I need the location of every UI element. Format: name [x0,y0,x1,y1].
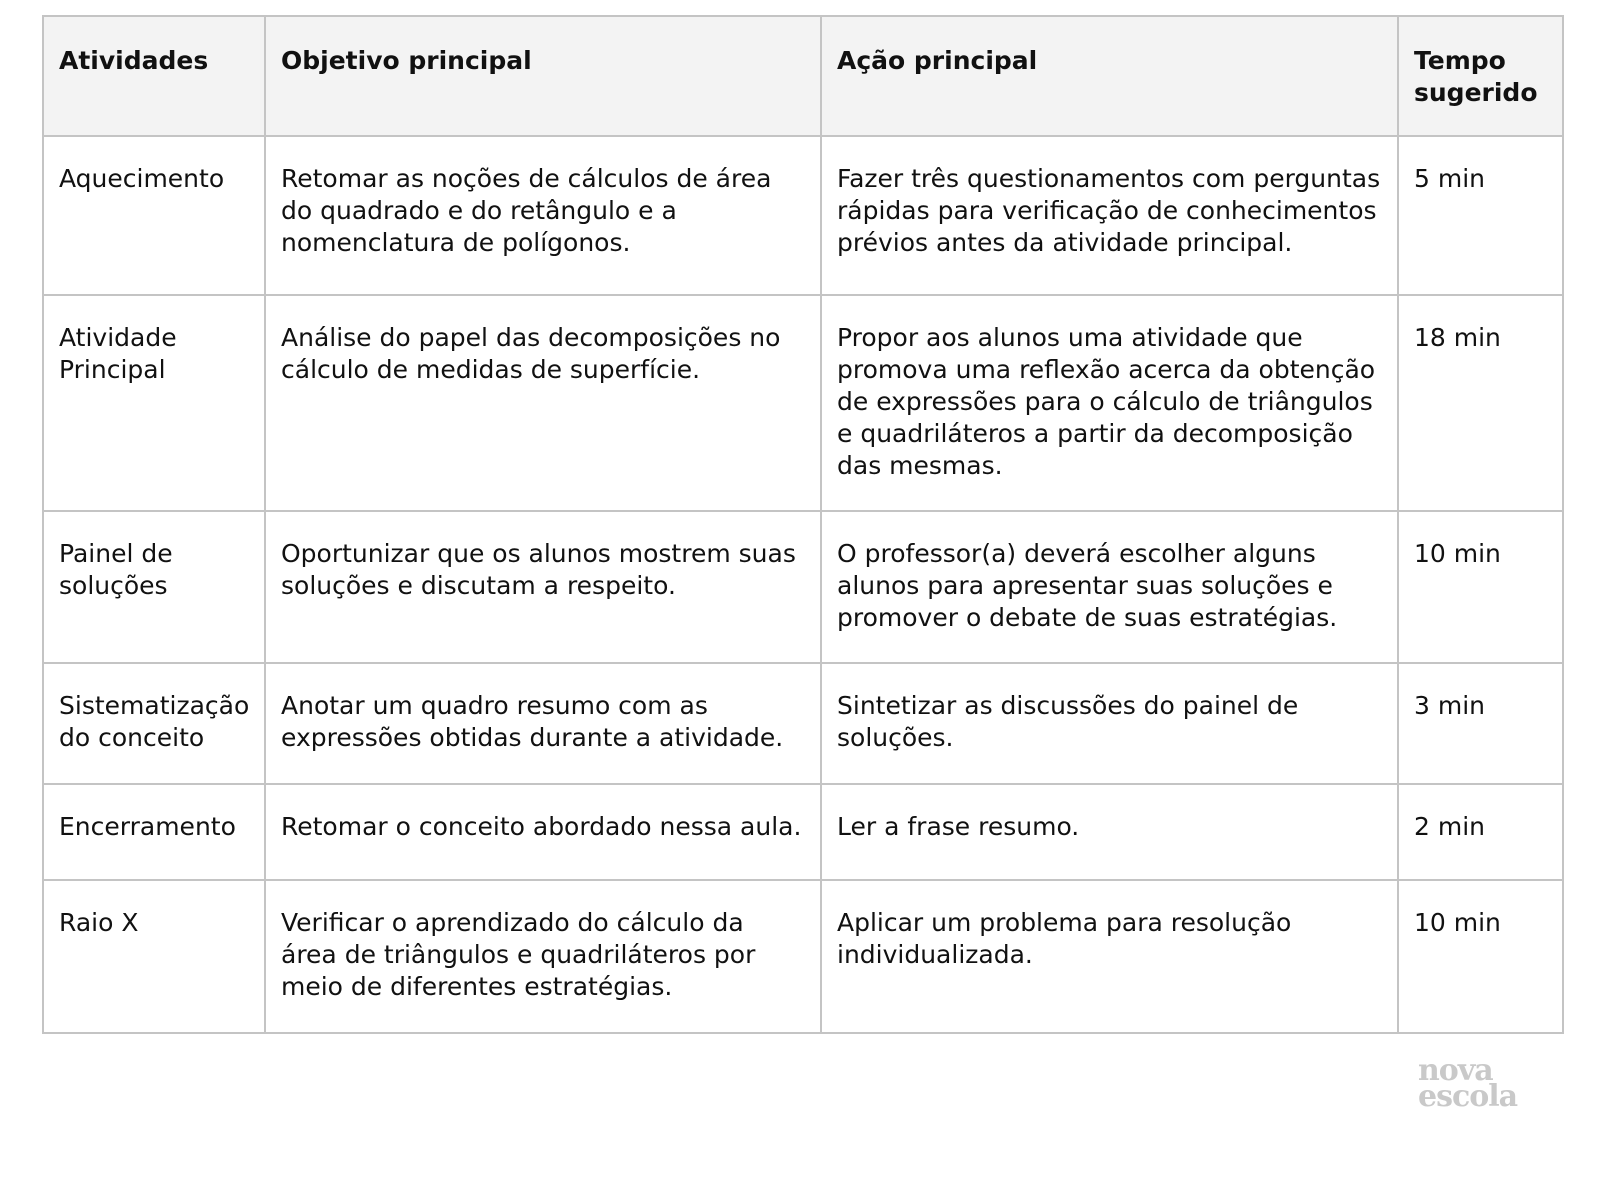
cell-objective: Retomar as noções de cálculos de área do quadrado e do retângulo e a nomenclatura de polígonos. [265,136,821,295]
cell-activity: Sistematização do conceito [43,663,265,784]
cell-objective: Anotar um quadro resumo com as expressões obtidas durante a atividade. [265,663,821,784]
table-row [43,511,1563,663]
header-row [43,16,1563,136]
nova-escola-logo [1418,1053,1538,1114]
lesson-plan-table [42,15,1564,1034]
logo-line-nova: nova [1418,1053,1493,1088]
cell-time: 3 min [1398,663,1563,784]
table-row [43,880,1563,1033]
logo-line-escola: escola [1418,1079,1518,1114]
header-suggested-time: Tempo sugerido [1398,16,1563,136]
cell-action: O professor(a) deverá escolher alguns alunos para apresentar suas soluções e promover o debate de suas estratégias. [821,511,1398,663]
cell-time: 5 min [1398,136,1563,295]
cell-action: Sintetizar as discussões do painel de soluções. [821,663,1398,784]
cell-activity: Atividade Principal [43,295,265,511]
table-row [43,295,1563,511]
cell-objective: Retomar o conceito abordado nessa aula. [265,784,821,880]
cell-activity: Painel de soluções [43,511,265,663]
table-body [43,136,1563,1033]
header-main-objective: Objetivo principal [265,16,821,136]
cell-time: 10 min [1398,880,1563,1033]
cell-activity: Raio X [43,880,265,1033]
header-main-action: Ação principal [821,16,1398,136]
cell-action: Aplicar um problema para resolução individualizada. [821,880,1398,1033]
cell-time: 18 min [1398,295,1563,511]
cell-action: Propor aos alunos uma atividade que promova uma reflexão acerca da obtenção de expressões para o cálculo de triângulos e quadriláteros a partir da decomposição das mesmas. [821,295,1398,511]
table-row [43,136,1563,295]
cell-activity: Encerramento [43,784,265,880]
cell-objective: Análise do papel das decomposições no cálculo de medidas de superfície. [265,295,821,511]
cell-time: 10 min [1398,511,1563,663]
cell-activity: Aquecimento [43,136,265,295]
cell-objective: Oportunizar que os alunos mostrem suas soluções e discutam a respeito. [265,511,821,663]
table-row [43,663,1563,784]
table-header [43,16,1563,136]
cell-action: Fazer três questionamentos com perguntas rápidas para verificação de conhecimentos prévios antes da atividade principal. [821,136,1398,295]
header-activities: Atividades [43,16,265,136]
cell-objective: Verificar o aprendizado do cálculo da área de triângulos e quadriláteros por meio de diferentes estratégias. [265,880,821,1033]
table-row [43,784,1563,880]
cell-action: Ler a frase resumo. [821,784,1398,880]
cell-time: 2 min [1398,784,1563,880]
